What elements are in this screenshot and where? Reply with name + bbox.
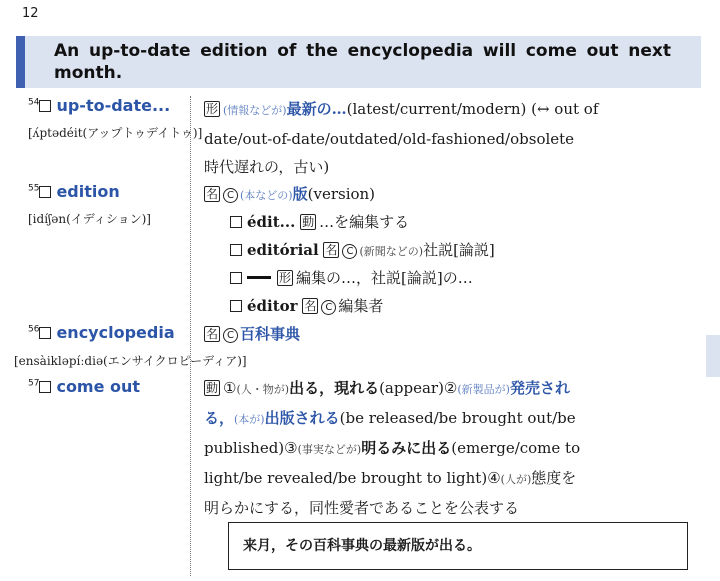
headword: up-to-date... <box>56 96 171 115</box>
usage-context: (事実などが) <box>297 443 362 456</box>
pos-adjective-icon: 形 <box>206 102 219 116</box>
english-gloss: (appear) <box>379 379 444 397</box>
entry-number: 54 <box>28 97 40 108</box>
headword-encyclopedia <box>28 323 175 342</box>
example-sentence: An up-to-date edition of the encyclopedia will come out next month. <box>54 41 671 83</box>
checkbox-icon[interactable] <box>230 216 242 228</box>
repeat-dash-icon <box>247 276 271 279</box>
pos-noun-icon: 名 <box>304 299 317 313</box>
pos-verb-icon: 動 <box>302 215 315 229</box>
meaning: 態度を <box>531 469 577 487</box>
headword-edition <box>28 182 120 201</box>
meaning-cont: る， <box>204 409 235 427</box>
english-gloss-cont: date/out-of-date/outdated/old-fashioned/obsolete <box>204 130 575 148</box>
derivative-word: editórial <box>247 241 319 259</box>
meaning: 出版される <box>264 409 340 427</box>
checkbox-icon[interactable] <box>39 381 51 393</box>
usage-context: (人・物が) <box>236 383 290 396</box>
usage-context: (新聞などの) <box>359 245 424 258</box>
meaning: 版 <box>292 185 308 203</box>
example-translation-box: 来月，その百科事典の最新版が出る。 <box>228 522 688 570</box>
entry-number: 55 <box>28 183 40 194</box>
headword-come-out <box>28 377 140 396</box>
sense-number: ① <box>223 379 237 397</box>
meaning: 最新の… <box>286 100 347 118</box>
pos-noun-icon: 名 <box>325 243 338 257</box>
pos-noun-icon: 名 <box>206 327 219 341</box>
sense-number: ② <box>443 379 458 397</box>
pronunciation: [idíʃən(イディション)] <box>28 212 151 226</box>
sense-number: ③ <box>284 439 298 457</box>
pos-adjective-icon: 形 <box>279 271 292 285</box>
derivative-editorial <box>230 236 495 266</box>
meaning: 明るみに出る <box>361 439 452 457</box>
definition-encyclopedia <box>204 320 659 348</box>
checkbox-icon[interactable] <box>230 272 242 284</box>
checkbox-icon[interactable] <box>230 244 242 256</box>
derivative-meaning: …を編集する <box>319 213 410 231</box>
definition-come-out <box>204 374 659 522</box>
definition-up-to-date <box>204 95 659 181</box>
meaning-cont: 明らかにする，同性愛者であることを公表する <box>204 499 520 517</box>
derivative-meaning: 社説[論説] <box>423 241 495 259</box>
margin-tab <box>706 335 720 377</box>
countable-icon: C <box>223 188 238 203</box>
derivative-meaning: 編集の…，社説[論説]の… <box>296 269 473 287</box>
english-gloss-cont: published) <box>204 439 285 457</box>
headword: come out <box>56 377 141 396</box>
countable-icon: C <box>321 300 336 315</box>
derivative-meaning: 編集者 <box>338 297 384 315</box>
checkbox-icon[interactable] <box>39 100 51 112</box>
checkbox-icon[interactable] <box>39 186 51 198</box>
english-gloss: (version) <box>307 185 376 203</box>
derivative-word: édit... <box>247 213 296 231</box>
countable-icon: C <box>342 244 357 259</box>
usage-context: (本などの) <box>240 189 293 202</box>
banner-accent-bar <box>16 36 25 88</box>
example-sentence-banner <box>16 36 701 88</box>
headword: encyclopedia <box>56 323 175 342</box>
derivative-editorial-adj <box>230 264 473 292</box>
checkbox-icon[interactable] <box>39 327 51 339</box>
page-number: 12 <box>22 6 39 21</box>
usage-context: (本が) <box>234 413 265 426</box>
column-divider <box>190 96 191 576</box>
definition-edition <box>204 180 659 210</box>
countable-icon: C <box>223 328 238 343</box>
pronunciation: [ensàikləpíːdiə(エンサイクロピーディア)] <box>14 354 247 368</box>
japanese-gloss: 時代遅れの，古い) <box>204 158 330 176</box>
english-gloss: (be released/be brought out/be <box>339 409 576 427</box>
usage-context: (情報などが) <box>223 104 287 117</box>
usage-context: (新製品が) <box>457 383 510 396</box>
english-gloss: (latest/current/modern) (↔ out of <box>346 100 599 118</box>
meaning: 出る，現れる <box>289 379 380 397</box>
headword: edition <box>56 182 120 201</box>
usage-context: (人が) <box>500 473 532 486</box>
entry-number: 57 <box>28 378 40 389</box>
derivative-word: éditor <box>247 297 298 315</box>
headword-up-to-date <box>28 96 170 115</box>
english-gloss: (emerge/come to <box>451 439 581 457</box>
pronunciation: [ʌ́ptədéit(アップトゥデイトゥ)] <box>28 126 203 140</box>
derivative-edit <box>230 208 409 236</box>
meaning: 百科事典 <box>240 325 301 343</box>
meaning: 発売され <box>509 379 570 397</box>
pos-verb-icon: 動 <box>206 381 219 395</box>
derivative-editor <box>230 292 383 320</box>
pos-noun-icon: 名 <box>206 187 219 201</box>
entry-number: 56 <box>28 324 40 335</box>
english-gloss-cont: light/be revealed/be brought to light) <box>204 469 488 487</box>
sense-number: ④ <box>487 469 501 487</box>
checkbox-icon[interactable] <box>230 300 242 312</box>
